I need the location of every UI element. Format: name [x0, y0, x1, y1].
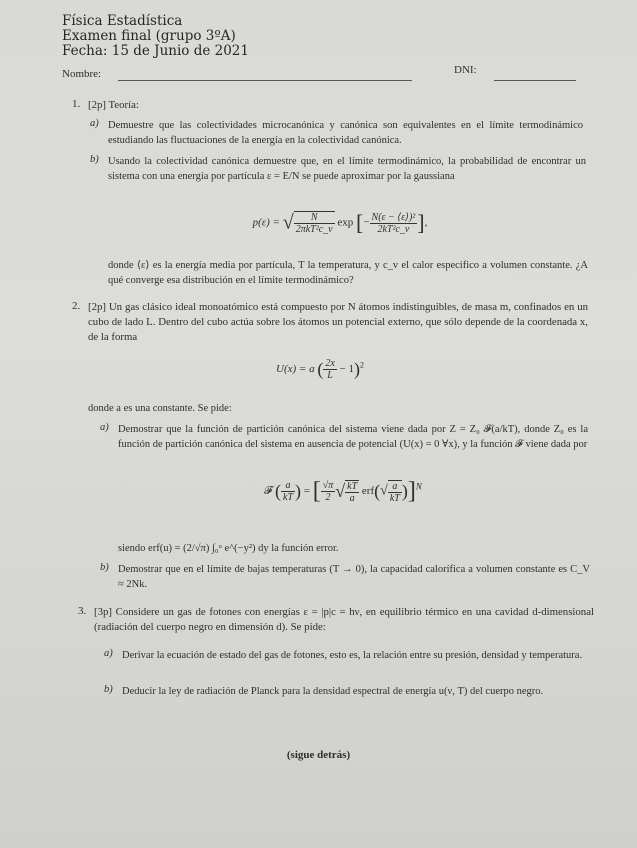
q1-intro: [2p] Teoría:: [88, 99, 139, 111]
sqrt-sign-icon: √: [380, 483, 388, 499]
q3a-text: Derivar la ecuación de estado del gas de fotones, esto es, la relación entre su presión, densidad y temperatura.: [122, 650, 583, 661]
gaussian-equation: p(ε) = √ $\frac{N}{\text{2πkT²c\_v}}$ exp [− $\frac{\text{N(ε − ⟨ε⟩)²}}{\text{2kT²c\_v}}$ ],: [252, 210, 428, 235]
F-c1-num: √π: [322, 480, 334, 491]
continue-note: (sigue detrás): [286, 749, 351, 761]
q3b-label: b): [104, 684, 113, 695]
q2-const: donde a es una constante. Se pide:: [88, 403, 232, 414]
pot-tail: − 1: [339, 363, 354, 376]
q3-number: 3.: [78, 605, 87, 617]
bracket-close-icon: ]: [407, 478, 416, 504]
q2-intro: [2p] Un gas clásico ideal monoatómico está compuesto por N átomos indistinguibles, de masa m, confinados en un cubo de lado L. Dentro del cubo actúa sobre los átomos un potencial externo, que sólo depende de la coordenada x, de la forma: [88, 301, 588, 343]
dni-label: DNI:: [454, 64, 477, 76]
F-symbol: 𝓕: [264, 484, 273, 498]
bracket-open-icon: [: [312, 478, 321, 504]
eq-lhs: p(ε) =: [252, 216, 280, 229]
name-label: Nombre:: [62, 68, 102, 80]
F-c1-den: 2: [325, 492, 331, 503]
exp-num: N(ε − ⟨ε⟩)²: [371, 211, 416, 223]
q3-intro: [3p] Considere un gas de fotones con energías ε = |p|c = hν, en equilibrio térmico en una cavidad d-dimensional (radiación del cuerpo negro en dimensión d). Se pide:: [94, 606, 594, 633]
q1b-after: donde ⟨ε⟩ es la energía media por partícula, T la temperatura, y c_v el calor específico a volumen constante. ¿A qué converge esa distribución en el límite termodinámico?: [108, 260, 588, 286]
sqrt-fraction: [294, 211, 335, 235]
F-coef1: [321, 480, 336, 503]
potential-equation: U(x) = a ( $\frac{2x}{L}$ − 1)$^2$: [276, 358, 364, 381]
paren-open-icon: (: [275, 481, 282, 501]
q1a-text: Demuestre que las colectividades microcanónica y canónica son equivalentes en el límite termodinámico estudiando las fluctuaciones de la energía en la colectividad canónica.: [108, 120, 583, 146]
erf-definition: siendo erf(u) = (2/√π) ∫₀ᵘ e^(−y²) dy la función error.: [118, 543, 339, 554]
exam-title: Examen final (grupo 3ºA): [62, 28, 236, 44]
erf-arg: [388, 480, 402, 504]
F-arg: [281, 480, 295, 503]
exp-fn: exp: [337, 216, 354, 229]
q1b-label: b): [90, 154, 99, 165]
F-c2-num: kT: [347, 480, 358, 492]
q1b-text: Usando la colectividad canónica demuestre que, en el límite termodinámico, la probabilidad de encontrar un sistema con una energía por partícula ε = E/N se puede aproximar por la gaussiana: [108, 156, 586, 182]
F-c2-den: a: [349, 492, 355, 504]
q2a-label: a): [100, 422, 109, 433]
name-line: [118, 80, 412, 81]
sqrt-sign-icon: √: [335, 481, 346, 501]
erf-arg-den: kT: [389, 492, 400, 504]
F-power: N: [415, 481, 422, 492]
exam-date: Fecha: 15 de Junio de 2021: [62, 43, 249, 59]
paren-close-icon: ): [401, 481, 408, 501]
q2b-label: b): [100, 562, 109, 573]
sqrt-sign-icon: √: [282, 211, 294, 234]
bracket-close-icon: ]: [417, 210, 425, 235]
F-coef2: [345, 480, 359, 504]
exp-fraction: [370, 212, 418, 235]
paren-open-icon: (: [374, 481, 381, 501]
paren-close-icon: ): [354, 359, 360, 379]
identity-row: [62, 64, 582, 84]
pot-lhs: U(x) = a: [276, 363, 315, 376]
q2b-text: Demostrar que en el límite de bajas temperaturas (T → 0), la capacidad calorífica a volumen constante es C_V ≈ 2Nk.: [118, 564, 590, 590]
q2-number: 2.: [72, 300, 81, 312]
pot-fraction: [323, 358, 336, 381]
bracket-open-icon: [: [355, 210, 364, 235]
dni-line: [494, 80, 576, 81]
erf-arg-num: a: [388, 481, 402, 493]
q1a-label: a): [90, 118, 99, 129]
q1-number: 1.: [72, 98, 81, 110]
paren-open-icon: (: [317, 359, 324, 379]
erf-fn: erf: [361, 485, 375, 498]
F-equation: 𝓕 ( $\frac{a}{kT}$ ) = [ $\frac{√\pi}{2}$ √ $\frac{kT}{a}$ erf(√ $\frac{a}{kT}$ )]$^N$: [264, 478, 422, 504]
paren-close-icon: ): [295, 481, 302, 501]
exp-den: 2kT²c_v: [377, 223, 410, 235]
course-title: Física Estadística: [62, 13, 183, 29]
q3a-label: a): [104, 648, 113, 659]
sqrt-den: 2πkT²c_v: [295, 224, 333, 235]
pot-den: L: [327, 370, 333, 381]
pot-num: 2x: [325, 358, 335, 369]
F-arg-den: kT: [283, 492, 294, 503]
q2a-text: Demostrar que la función de partición canónica del sistema viene dada por Z = Z₀ 𝓕(a/kT), donde Z₀ es la función de partición canónica del sistema en ausencia de potencial (U(x) = 0 ∀x), y la función 𝓕 viene dada por: [118, 424, 588, 450]
sqrt-num: N: [294, 212, 335, 224]
F-arg-num: a: [281, 480, 295, 492]
q3b-text: Deducir la ley de radiación de Planck para la densidad espectral de energía u(ν, T) del cuerpo negro.: [122, 686, 544, 697]
